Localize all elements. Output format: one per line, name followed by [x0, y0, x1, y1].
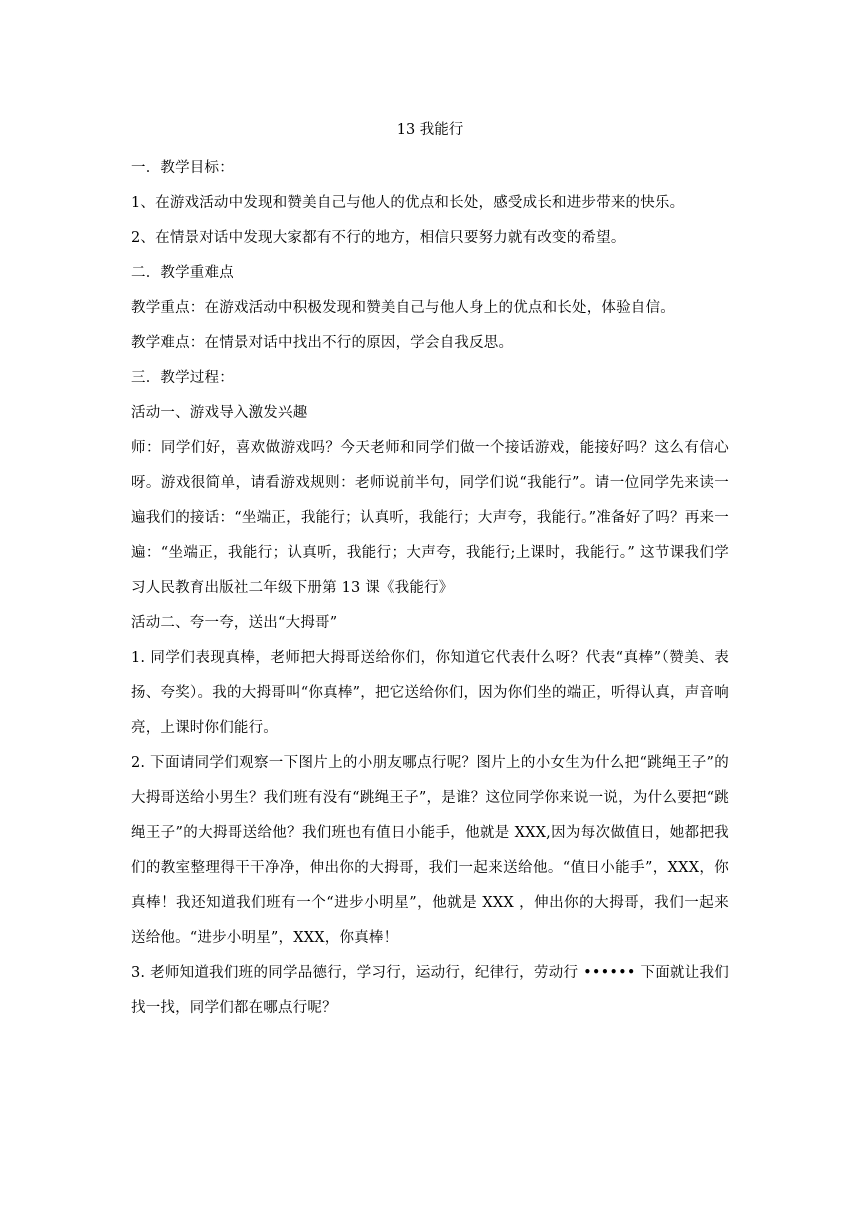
document-page: [131, 116, 729, 1026]
activity-2-heading: 活动二、夸一夸，送出“大拇哥”: [131, 615, 338, 631]
activity-2-item-1: 1. 同学们表现真棒，老师把大拇哥送给你们，你知道它代表什么呀？代表“真棒”（赞美、表扬、夸奖）。我的大拇哥叫“你真棒”，把它送给你们，因为你们坐的端正，听得认真，声音响亮，上课时你们能行。: [131, 650, 729, 736]
section-heading-key-points: 二．教学重难点: [131, 265, 234, 281]
section-heading-process: 三．教学过程：: [131, 370, 234, 386]
activity-2-item-3: 3. 老师知道我们班的同学品德行，学习行，运动行，纪律行，劳动行 •••••• 下面就让我们找一找，同学们都在哪点行呢？: [131, 965, 729, 1016]
document-title: 13 我能行: [396, 122, 464, 138]
activity-1-text: 师：同学们好，喜欢做游戏吗？今天老师和同学们做一个接话游戏，能接好吗？这么有信心呀。游戏很简单，请看游戏规则：老师说前半句，同学们说“我能行”。请一位同学先来读一遍我们的接话：“坐端正，我能行；认真听，我能行；大声夸，我能行。”准备好了吗？再来一遍：“坐端正，我能行；认真听，我能行；大声夸，我能行;上课时，我能行。” 这节课我们学习人民教育出版社二年级下册第 13 课《我能行》: [131, 440, 729, 596]
objective-2: 2、在情景对话中发现大家都有不行的地方，相信只要努力就有改变的希望。: [131, 230, 626, 246]
objective-1: 1、在游戏活动中发现和赞美自己与他人的优点和长处，感受成长和进步带来的快乐。: [131, 195, 685, 211]
activity-1-heading: 活动一、游戏导入激发兴趣: [131, 405, 308, 421]
section-heading-objectives: 一．教学目标：: [131, 160, 234, 176]
activity-2-item-2: 2. 下面请同学们观察一下图片上的小朋友哪点行呢？图片上的小女生为什么把“跳绳王子”的大拇哥送给小男生？我们班有没有“跳绳王子”，是谁？这位同学你来说一说，为什么要把“跳绳王子”的大拇哥送给他？我们班也有值日小能手，他就是 XXX,因为每次做值日，她都把我们的教室整理得干干净净，伸出你的大拇哥，我们一起来送给他。“值日小能手”，XXX，你真棒！我还知道我们班有一个“进步小明星”，他就是 XXX ，伸出你的大拇哥，我们一起来送给他。“进步小明星”，XXX，你真棒！: [131, 755, 729, 946]
difficult-point: 教学难点：在情景对话中找出不行的原因，学会自我反思。: [131, 335, 514, 351]
key-point: 教学重点：在游戏活动中积极发现和赞美自己与他人身上的优点和长处，体验自信。: [131, 300, 675, 316]
